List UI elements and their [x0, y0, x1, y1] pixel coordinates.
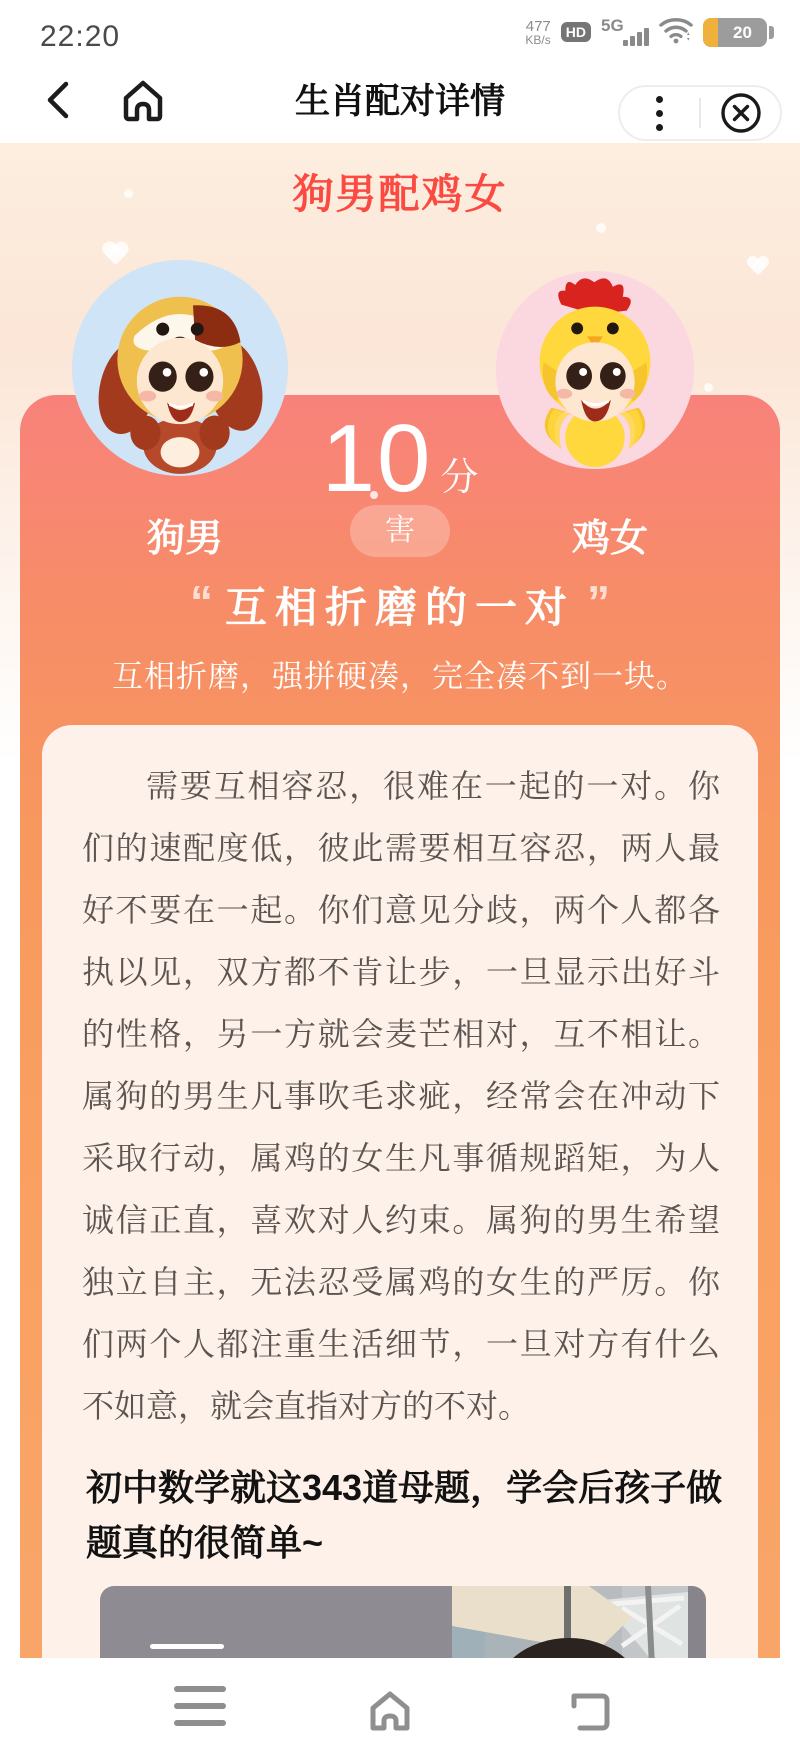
- rooster-character-illustration: [496, 271, 694, 469]
- result-panel: [20, 395, 780, 1658]
- android-nav-bar: [0, 1658, 800, 1760]
- female-zodiac-label: 鸡女: [571, 518, 648, 560]
- match-description: 需要互相容忍，很难在一起的一对。你们的速配度低，彼此需要相互容忍，两人最好不要在一起。你们意见分歧，两个人都各执以见，双方都不肯让步，一旦显示出好斗的性格，另一方就会麦芒相对，互不相让。属狗的男生凡事吹毛求疵，经常会在冲动下采取行动，属鸡的女生凡事循规蹈矩，为人诚信正直，喜欢对人约束。属狗的男生希望独立自主，无法忍受属鸡的女生的严厉。你们两个人都注重生活细节，一旦对方有什么不如意，就会直指对方的不对。: [82, 768, 720, 1424]
- dog-male-avatar: [72, 260, 288, 476]
- hd-volte-icon: HD: [561, 22, 591, 42]
- rooster-female-avatar: [496, 271, 694, 469]
- ad-progress-line: [150, 1644, 224, 1649]
- more-menu-icon[interactable]: [620, 96, 699, 131]
- network-speed-unit: KB/s: [525, 32, 551, 47]
- battery-percent: 20: [733, 22, 752, 42]
- cellular-signal-icon: [601, 16, 649, 48]
- score-unit: 分: [440, 457, 479, 499]
- clock: 22:20: [40, 20, 121, 53]
- dog-character-illustration: [72, 260, 288, 476]
- battery-icon: [703, 18, 774, 47]
- recents-menu-icon[interactable]: [174, 1686, 226, 1726]
- close-quote-icon: ”: [587, 576, 610, 628]
- heart-decor-icon: [750, 259, 767, 276]
- score-value: 10: [321, 405, 433, 512]
- status-icons: [525, 14, 774, 50]
- ad-title-link[interactable]: 初中数学就这343道母题，学会后孩子做题真的很简单~: [86, 1467, 723, 1563]
- open-quote-icon: “: [189, 576, 213, 628]
- relation-badge: 害: [350, 505, 450, 557]
- dot-decor: [596, 223, 606, 233]
- description-card: [42, 725, 758, 1658]
- network-speed-value: 477: [525, 17, 551, 35]
- ad-image-photo: [452, 1586, 688, 1658]
- wifi-icon: [659, 15, 693, 50]
- webview-content: [0, 143, 800, 1658]
- network-speed: [525, 19, 550, 46]
- close-icon[interactable]: [701, 90, 780, 136]
- match-headline: 互相折磨的一对: [224, 584, 575, 631]
- signal-bars-icon: [623, 28, 649, 46]
- ad-image-edge: [688, 1586, 706, 1658]
- ad-image[interactable]: [100, 1586, 706, 1658]
- ad-image-gray-area: [100, 1586, 452, 1658]
- page-header-title: 生肖配对详情: [294, 82, 505, 121]
- title-bar: [0, 58, 800, 143]
- dot-decor: [124, 189, 133, 198]
- network-type-label: 5G: [601, 16, 624, 35]
- nav-back-icon[interactable]: [562, 1686, 614, 1741]
- nav-home-icon[interactable]: [364, 1686, 416, 1741]
- miui-capsule: [618, 85, 782, 141]
- status-bar: [0, 0, 800, 58]
- pole-shape: [564, 1586, 571, 1646]
- dot-decor: [704, 383, 713, 392]
- ad-block: [86, 1460, 734, 1658]
- match-tagline: 互相折磨，强拼硬凑，完全凑不到一块。: [112, 659, 688, 694]
- pairing-title: 狗男配鸡女: [292, 171, 508, 217]
- headline-row: [20, 576, 780, 633]
- heart-decor-icon: [105, 244, 126, 265]
- male-zodiac-label: 狗男: [146, 518, 223, 560]
